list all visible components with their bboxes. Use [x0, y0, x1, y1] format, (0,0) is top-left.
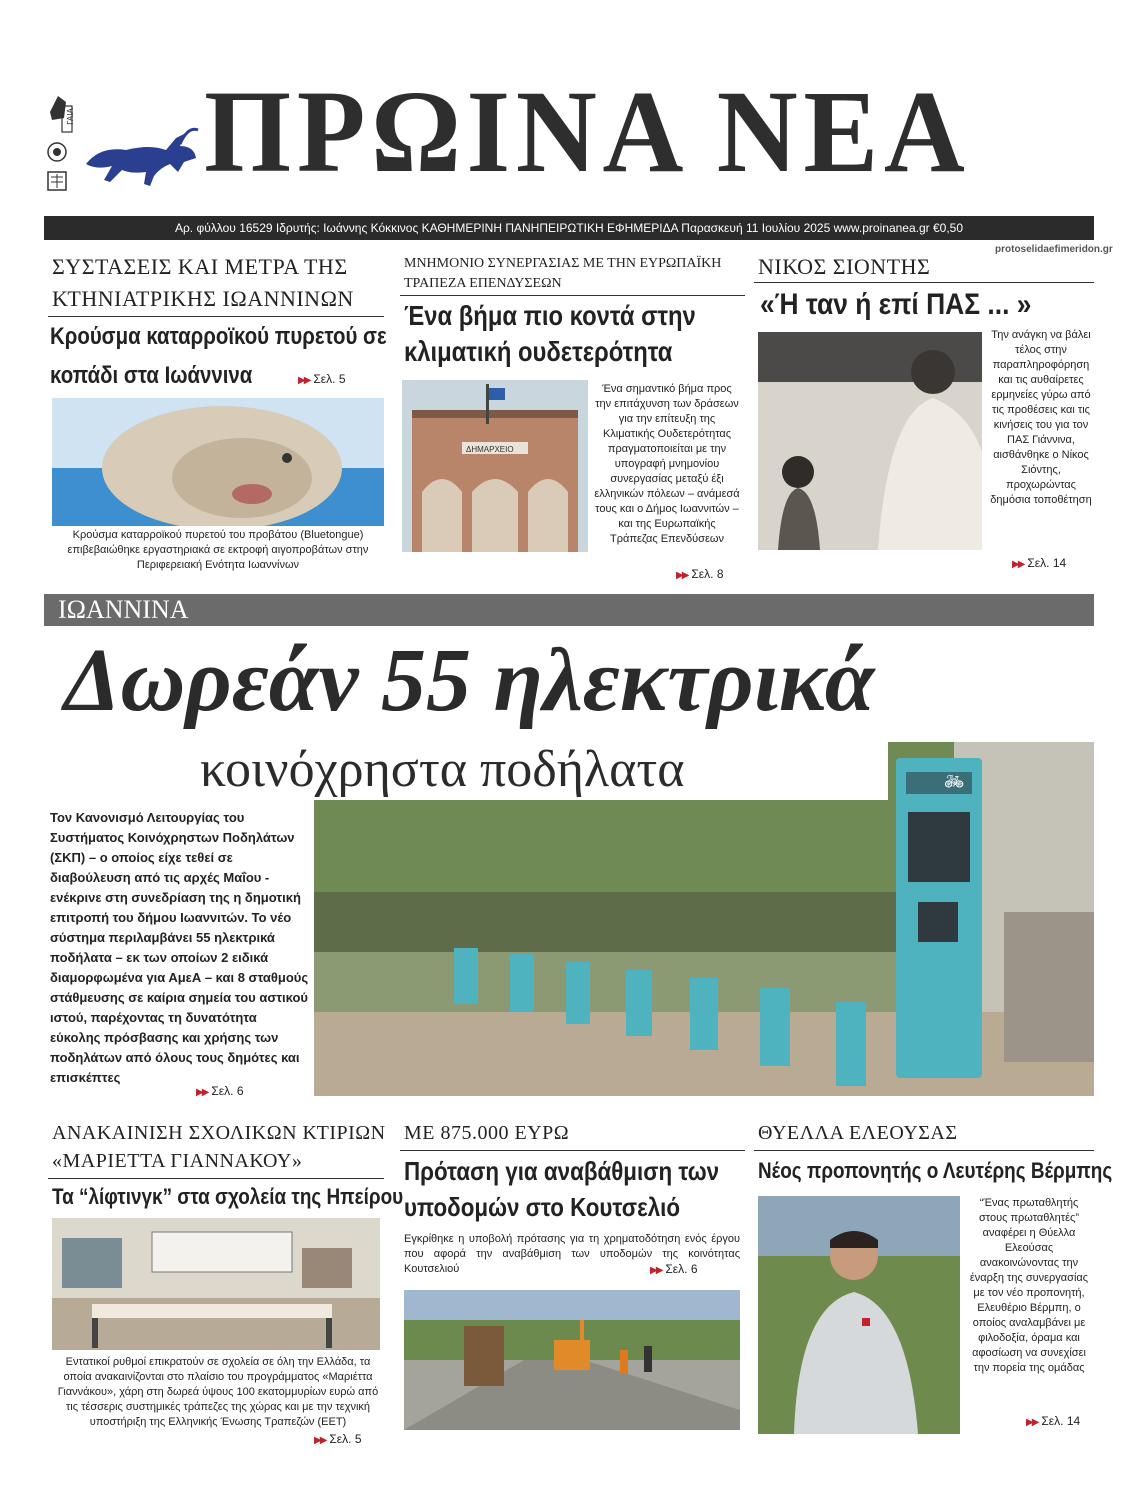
bottom-left-page-ref[interactable]: ▶▶ Σελ. 5 — [314, 1432, 362, 1446]
coach-photo — [758, 1196, 960, 1434]
page-arrow-icon: ▶▶ — [676, 570, 688, 581]
top-left-headline-2[interactable]: κοπάδι στα Ιωάννινα — [50, 362, 253, 389]
bottom-middle-kicker: ΜΕ 875.000 ΕΥΡΩ — [404, 1122, 570, 1144]
top-left-caption: Κρούσμα καταρροϊκού πυρετού του προβάτου (Bluetongue) επιβεβαιώθηκε εργαστηριακά σε εκτροφή αιγοπροβάτων στην Περιφερειακή Ενότητα Ιωαννίνων — [67, 529, 369, 571]
top-middle-page-ref[interactable]: ▶▶ Σελ. 8 — [676, 567, 724, 581]
bottom-middle-headline-2[interactable]: υποδομών στο Κουτσελιό — [404, 1192, 681, 1222]
town-hall-sign: ΔΗΜΑΡΧΕΙΟ — [466, 445, 514, 454]
info-bar-text: Αρ. φύλλου 16529 Ιδρυτής: Ιωάννης Κόκκινος ΚΑΘΗΜΕΡΙΝΗ ΠΑΝΗΠΕΙΡΩΤΙΚΗ ΕΦΗΜΕΡΙΔΑ Παρασκευή 11 Ιουλίου 2025 www.proinanea.gr €0,50 — [174, 221, 964, 235]
bottom-left-kicker-1: ΑΝΑΚΑΙΝΙΣΗ ΣΧΟΛΙΚΩΝ ΚΤΙΡΙΩΝ — [52, 1122, 386, 1144]
town-hall-photo — [402, 380, 588, 552]
koutselio-photo — [404, 1290, 740, 1430]
top-right-body: Την ανάγκη να βάλει τέλος στην παραπληροφόρηση και τις αυθαίρετες ερμηνείες γύρω από τις προθέσεις και τις κινήσεις του για τον ΠΑΣ Γιάννινα, αισθάνθηκε ο Νίκος Σιόντης, προχωρώντας δημόσια τοποθέτηση — [990, 329, 1092, 506]
page-arrow-icon: ▶▶ — [1026, 1417, 1038, 1428]
lead-subheadline[interactable]: κοινόχρηστα ποδήλατα — [200, 741, 685, 798]
bottom-right-headline[interactable]: Νέος προπονητής ο Λευτέρης Βέρμπης — [758, 1158, 1113, 1183]
top-left-kicker-1: ΣΥΣΤΑΣΕΙΣ ΚΑΙ ΜΕΤΡΑ ΤΗΣ — [52, 254, 348, 279]
divider — [48, 1178, 384, 1179]
bull-logo-icon — [80, 124, 200, 190]
section-label: ΙΩΑΝΝΙΝΑ — [58, 595, 189, 624]
bottom-left-kicker-2: «ΜΑΡΙΕΤΤΑ ΓΙΑΝΝΑΚΟΥ» — [52, 1150, 303, 1172]
divider — [400, 295, 745, 296]
bottom-left-body: Εντατικοί ρυθμοί επικρατούν σε σχολεία σε όλη την Ελλάδα, τα οποία ανακαινίζονται στο πλαίσιο του προγράμματος «Μαριέττα Γιαννάκου», χάρη στη δωρεά ύψους 100 εκατομμυρίων ευρώ από τις τέσσερις συστημικές τράπεζες της χώρας και με την τεχνική υποστήριξη της Ελληνικής Ένωσης Τραπεζών (ΕΕΤ) — [57, 1356, 379, 1428]
watermark: protoselidaefimeridon.gr — [995, 244, 1113, 255]
bottom-middle-body: Εγκρίθηκε η υποβολή πρότασης για τη χρηματοδότηση ενός έργου που αφορά την αναβάθμιση των υποδομών της κοινότητας Κουτσελιού — [404, 1233, 740, 1275]
page-arrow-icon: ▶▶ — [1012, 559, 1024, 570]
top-left-headline-1[interactable]: Κρούσμα καταρροϊκού πυρετού σε — [50, 323, 387, 350]
page-arrow-icon: ▶▶ — [314, 1435, 326, 1446]
bottom-right-page-ref[interactable]: ▶▶ Σελ. 14 — [1026, 1414, 1081, 1428]
top-left-page-ref[interactable]: ▶▶ Σελ. 5 — [298, 372, 346, 386]
top-middle-body: Ένα σημαντικό βήμα προς την επιτάχυνση των δράσεων για την επίτευξη της Κλιματικής Ουδετερότητας πραγματοποιείται με την υπογραφή μνημονίου συνεργασίας μεταξύ έξι ελληνικών πόλεων – ανάμεσά τους και ο Δήμος Ιωαννιτών – και της Ευρωπαϊκής Τράπεζας Επενδύσεων — [594, 383, 740, 545]
section-bar — [44, 594, 1094, 626]
newspaper-title: ΠΡΩΙΝΑ ΝΕΑ — [204, 72, 971, 192]
top-left-kicker-2: ΚΤΗΝΙΑΤΡΙΚΗΣ ΙΩΑΝΝΙΝΩΝ — [52, 286, 354, 311]
info-bar — [44, 216, 1094, 240]
top-middle-headline-2[interactable]: κλιματική ουδετερότητα — [404, 336, 673, 367]
divider — [754, 1150, 1094, 1151]
top-right-kicker: ΝΙΚΟΣ ΣΙΟΝΤΗΣ — [758, 254, 931, 279]
top-right-headline[interactable]: «Ή ταν ή επί ΠΑΣ ... » — [760, 288, 1032, 321]
page-arrow-icon: ▶▶ — [650, 1265, 662, 1276]
top-middle-kicker: ΜΝΗΜΟΝΙΟ ΣΥΝΕΡΓΑΣΙΑΣ ΜΕ ΤΗΝ ΕΥΡΩΠΑΪΚΗ ΤΡΑΠΕΖΑ ΕΠΕΝΔΥΣΕΩΝ — [404, 256, 722, 291]
bottom-middle-page-ref[interactable]: ▶▶ Σελ. 6 — [650, 1262, 698, 1276]
divider — [754, 282, 1094, 283]
top-right-page-ref[interactable]: ▶▶ Σελ. 14 — [1012, 556, 1067, 570]
sionthis-photo — [758, 332, 982, 550]
divider — [48, 316, 384, 317]
lead-headline[interactable]: Δωρεάν 55 ηλεκτρικά — [64, 631, 875, 730]
bottom-right-kicker: ΘΥΕΛΛΑ ΕΛΕΟΥΣΑΣ — [758, 1122, 958, 1144]
sheep-photo — [52, 398, 384, 526]
page-arrow-icon: ▶▶ — [196, 1087, 208, 1098]
bicycle-icon: 🚲︎ — [943, 774, 965, 791]
page-arrow-icon: ▶▶ — [298, 375, 310, 386]
top-middle-headline-1[interactable]: Ένα βήμα πιο κοντά στην — [404, 300, 696, 331]
classroom-photo — [52, 1218, 380, 1350]
lead-page-ref[interactable]: ▶▶ Σελ. 6 — [196, 1084, 244, 1098]
divider — [400, 1150, 745, 1151]
lead-body: Τον Κανονισμό Λειτουργίας του Συστήματος Κοινόχρηστων Ποδηλάτων (ΣΚΠ) – ο οποίος είχε τεθεί σε διαβούλευση από τις αρχές Μαΐου - ενέκρινε στη συνεδρίαση της η δημοτική επιτροπή του δήμου Ιωαννιτών. Το νέο σύστημα περιλαμβάνει 55 ηλεκτρικά ποδήλατα – εκ των οποίων 2 ειδικά διαμορφωμένα για ΑμεΑ – και 8 σταθμούς στάθμευσης σε καίρια σημεία του αστικού ιστού, παρέχοντας τη δυνατότητα εύκολης πρόσβασης και χρήσης των ποδηλάτων από όλους τους δημότες και επισκέπτες — [50, 810, 309, 1085]
logo-side-text: ΓΑΙΑ — [65, 108, 75, 125]
bottom-left-headline[interactable]: Τα “λίφτινγκ” στα σχολεία της Ηπείρου — [52, 1184, 404, 1209]
bottom-right-body: “Ένας πρωταθλητής στους πρωταθλητές” αναφέρει η Θύελλα Ελεούσας ανακοινώνοντας την έναρξη της συνεργασίας με τον νέο προπονητή, Ελευθέριο Βέρμπη, ο οποίος αναλαμβάνει με φιλοδοξία, όραμα και αφοσίωση να συνεχίσει την πορεία της ομάδας — [969, 1197, 1089, 1374]
bottom-middle-headline-1[interactable]: Πρόταση για αναβάθμιση των — [404, 1156, 720, 1186]
